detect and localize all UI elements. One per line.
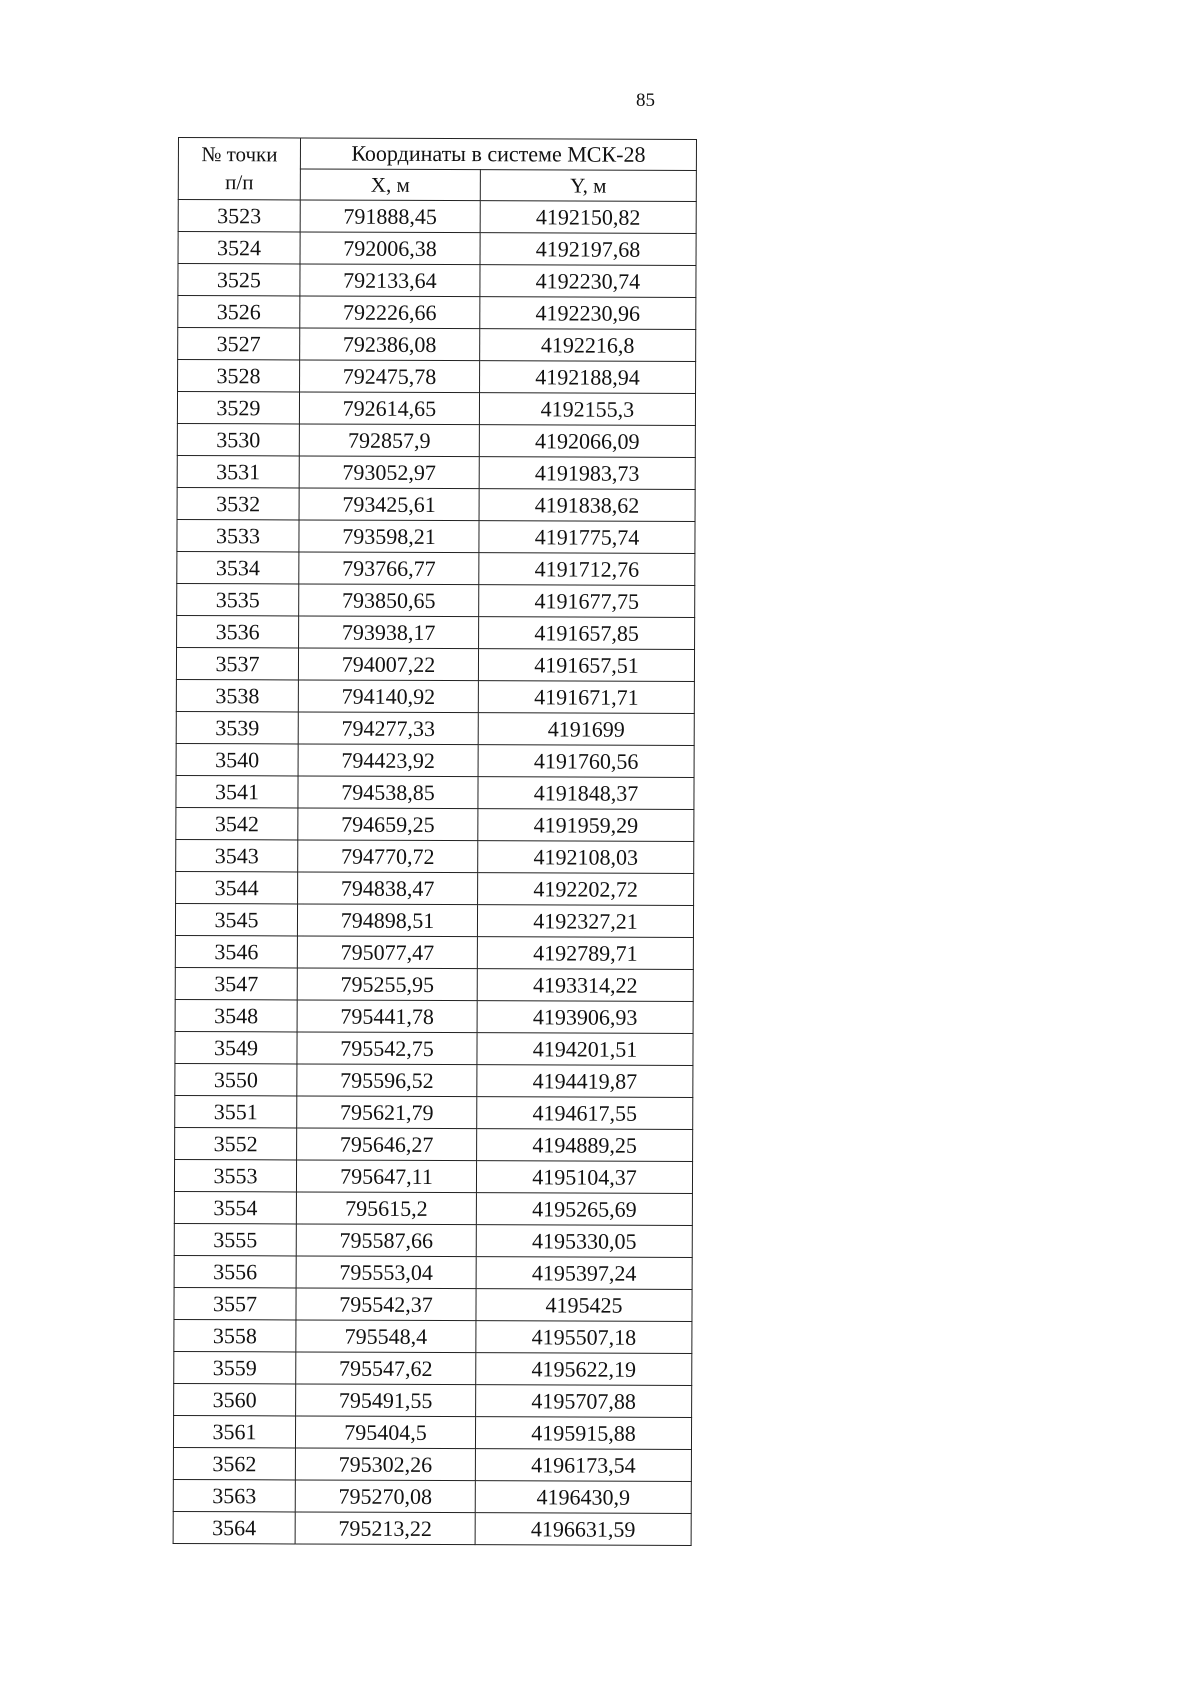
- point-number-cell: 3535: [177, 583, 299, 615]
- point-number-cell: 3537: [176, 647, 298, 679]
- y-coordinate-cell: 4191848,37: [478, 777, 694, 810]
- y-coordinate-cell: 4192066,09: [479, 425, 695, 458]
- table-row: [174, 1159, 692, 1193]
- y-coordinate-cell: 4191657,51: [478, 649, 694, 682]
- y-coordinate-cell: 4191959,29: [478, 809, 694, 842]
- point-number-cell: 3559: [174, 1351, 296, 1383]
- table-row: [178, 360, 696, 394]
- y-coordinate-cell: 4192150,82: [480, 201, 696, 234]
- y-coordinate-cell: 4195265,69: [476, 1193, 692, 1226]
- point-number-cell: 3532: [177, 487, 299, 519]
- y-coordinate-cell: 4193314,22: [477, 969, 693, 1002]
- table-row: [173, 1511, 691, 1545]
- point-number-cell: 3531: [177, 455, 299, 487]
- point-number-cell: 3547: [175, 967, 297, 999]
- table-row: [177, 519, 695, 553]
- table-row: [175, 935, 693, 969]
- table-row: [178, 232, 696, 266]
- y-coordinate-cell: 4196173,54: [475, 1449, 691, 1482]
- x-coordinate-cell: 794140,92: [298, 680, 478, 713]
- table-row: [176, 647, 694, 681]
- table-row: [173, 1447, 691, 1481]
- y-coordinate-cell: 4191699: [478, 713, 694, 746]
- x-coordinate-cell: 793425,61: [299, 488, 479, 521]
- y-coordinate-cell: 4191760,56: [478, 745, 694, 778]
- table-row: [175, 967, 693, 1001]
- y-coordinate-cell: 4195915,88: [475, 1417, 691, 1450]
- table-row: [175, 1127, 693, 1161]
- point-number-cell: 3555: [174, 1223, 296, 1255]
- x-coordinate-cell: 791888,45: [300, 200, 480, 233]
- point-number-cell: 3543: [176, 839, 298, 871]
- y-coordinate-cell: 4195330,05: [476, 1225, 692, 1258]
- point-number-cell: 3534: [177, 551, 299, 583]
- x-coordinate-cell: 793598,21: [299, 520, 479, 553]
- point-number-cell: 3533: [177, 519, 299, 551]
- point-number-header-line2: п/п: [225, 169, 254, 194]
- table-row: [176, 743, 694, 777]
- y-coordinate-cell: 4192155,3: [479, 393, 695, 426]
- y-coordinate-cell: 4194201,51: [477, 1033, 693, 1066]
- table-row: [174, 1223, 692, 1257]
- point-number-cell: 3544: [176, 871, 298, 903]
- x-coordinate-cell: 792386,08: [300, 328, 480, 361]
- table-row: [173, 1415, 691, 1449]
- y-coordinate-cell: 4192108,03: [478, 841, 694, 874]
- y-coordinate-cell: 4192230,96: [480, 297, 696, 330]
- table-row: [174, 1351, 692, 1385]
- table-row: [178, 200, 696, 234]
- point-number-cell: 3554: [174, 1191, 296, 1223]
- x-coordinate-cell: 795491,55: [296, 1384, 476, 1417]
- point-number-cell: 3545: [175, 903, 297, 935]
- x-coordinate-cell: 795615,2: [296, 1192, 476, 1225]
- y-column-header: Y, м: [480, 170, 696, 202]
- y-coordinate-cell: 4191775,74: [479, 521, 695, 554]
- y-coordinate-cell: 4195707,88: [476, 1385, 692, 1418]
- point-number-cell: 3552: [175, 1127, 297, 1159]
- point-number-cell: 3551: [175, 1095, 297, 1127]
- point-number-cell: 3557: [174, 1287, 296, 1319]
- point-number-cell: 3526: [178, 296, 300, 328]
- table-row: [177, 487, 695, 521]
- coordinates-table: [173, 137, 697, 1546]
- x-coordinate-cell: 792614,65: [299, 392, 479, 425]
- x-coordinate-cell: 794770,72: [298, 840, 478, 873]
- table-row: [174, 1383, 692, 1417]
- y-coordinate-cell: 4196631,59: [475, 1513, 691, 1546]
- y-coordinate-cell: 4195397,24: [476, 1257, 692, 1290]
- y-coordinate-cell: 4192789,71: [477, 937, 693, 970]
- y-coordinate-cell: 4192230,74: [480, 265, 696, 298]
- x-coordinate-cell: 794007,22: [298, 648, 478, 681]
- point-number-cell: 3548: [175, 999, 297, 1031]
- x-coordinate-cell: 795404,5: [295, 1416, 475, 1449]
- x-coordinate-cell: 792475,78: [300, 360, 480, 393]
- point-number-cell: 3527: [178, 328, 300, 360]
- point-number-cell: 3556: [174, 1255, 296, 1287]
- table-row: [174, 1191, 692, 1225]
- x-coordinate-cell: 795270,08: [295, 1480, 475, 1513]
- y-coordinate-cell: 4191712,76: [479, 553, 695, 586]
- x-coordinate-cell: 794277,33: [298, 712, 478, 745]
- x-coordinate-cell: 795077,47: [297, 936, 477, 969]
- y-coordinate-cell: 4194617,55: [477, 1097, 693, 1130]
- table-row: [174, 1255, 692, 1289]
- x-coordinate-cell: 795542,37: [296, 1288, 476, 1321]
- x-coordinate-cell: 795255,95: [297, 968, 477, 1001]
- y-coordinate-cell: 4195622,19: [476, 1353, 692, 1386]
- y-coordinate-cell: 4191671,71: [478, 681, 694, 714]
- table-row: [173, 1479, 691, 1513]
- table-row: [175, 1095, 693, 1129]
- table-row: [178, 328, 696, 362]
- y-coordinate-cell: 4191657,85: [479, 617, 695, 650]
- x-coordinate-cell: 795621,79: [297, 1096, 477, 1129]
- point-number-cell: 3538: [176, 679, 298, 711]
- y-coordinate-cell: 4195507,18: [476, 1321, 692, 1354]
- x-coordinate-cell: 793766,77: [299, 552, 479, 585]
- point-number-cell: 3560: [174, 1383, 296, 1415]
- x-coordinate-cell: 794538,85: [298, 776, 478, 809]
- table-row: [176, 679, 694, 713]
- y-coordinate-cell: 4192202,72: [478, 873, 694, 906]
- table-row: [178, 264, 696, 298]
- x-coordinate-cell: 792857,9: [299, 424, 479, 457]
- y-coordinate-cell: 4195104,37: [476, 1161, 692, 1194]
- point-number-cell: 3562: [173, 1447, 295, 1479]
- point-number-cell: 3558: [174, 1319, 296, 1351]
- x-coordinate-cell: 795441,78: [297, 1000, 477, 1033]
- x-coordinate-cell: 795542,75: [297, 1032, 477, 1065]
- point-number-header-line1: № точки: [201, 142, 278, 167]
- y-coordinate-cell: 4192327,21: [477, 905, 693, 938]
- x-coordinate-cell: 795548,4: [296, 1320, 476, 1353]
- x-coordinate-cell: 794659,25: [298, 808, 478, 841]
- point-number-header: [178, 138, 300, 200]
- table-row: [176, 775, 694, 809]
- table-row: [176, 839, 694, 873]
- y-coordinate-cell: 4193906,93: [477, 1001, 693, 1034]
- table-row: [174, 1319, 692, 1353]
- point-number-cell: 3540: [176, 743, 298, 775]
- y-coordinate-cell: 4192216,8: [480, 329, 696, 362]
- table-row: [177, 551, 695, 585]
- table-row: [177, 615, 695, 649]
- y-coordinate-cell: 4191838,62: [479, 489, 695, 522]
- x-coordinate-cell: 793938,17: [299, 616, 479, 649]
- x-coordinate-cell: 792133,64: [300, 264, 480, 297]
- y-coordinate-cell: 4191677,75: [479, 585, 695, 618]
- y-coordinate-cell: 4195425: [476, 1289, 692, 1322]
- point-number-cell: 3541: [176, 775, 298, 807]
- table-row: [174, 1287, 692, 1321]
- y-coordinate-cell: 4194419,87: [477, 1065, 693, 1098]
- y-coordinate-cell: 4196430,9: [475, 1481, 691, 1514]
- table-row: [176, 871, 694, 905]
- table-row: [175, 1063, 693, 1097]
- point-number-cell: 3539: [176, 711, 298, 743]
- x-coordinate-cell: 794423,92: [298, 744, 478, 777]
- x-coordinate-cell: 795596,52: [297, 1064, 477, 1097]
- table-row: [177, 583, 695, 617]
- point-number-cell: 3529: [177, 392, 299, 424]
- x-coordinate-cell: 795553,04: [296, 1256, 476, 1289]
- point-number-cell: 3549: [175, 1031, 297, 1063]
- x-coordinate-cell: 795213,22: [295, 1512, 475, 1545]
- x-coordinate-cell: 795547,62: [296, 1352, 476, 1385]
- x-coordinate-cell: 793850,65: [299, 584, 479, 617]
- table-row: [176, 807, 694, 841]
- x-coordinate-cell: 793052,97: [299, 456, 479, 489]
- x-coordinate-cell: 792226,66: [300, 296, 480, 329]
- table-row: [178, 296, 696, 330]
- point-number-cell: 3553: [174, 1159, 296, 1191]
- page-number: 85: [636, 90, 655, 111]
- point-number-cell: 3525: [178, 264, 300, 296]
- point-number-cell: 3542: [176, 807, 298, 839]
- table-row: [176, 711, 694, 745]
- y-coordinate-cell: 4191983,73: [479, 457, 695, 490]
- table-row: [175, 1031, 693, 1065]
- point-number-cell: 3564: [173, 1511, 295, 1543]
- x-column-header: X, м: [300, 169, 480, 201]
- table-row: [177, 392, 695, 426]
- point-number-cell: 3563: [173, 1479, 295, 1511]
- point-number-cell: 3524: [178, 232, 300, 264]
- x-coordinate-cell: 794838,47: [298, 872, 478, 905]
- point-number-cell: 3536: [177, 615, 299, 647]
- point-number-cell: 3523: [178, 200, 300, 232]
- table-row: [175, 903, 693, 937]
- table-body: [173, 200, 696, 1546]
- x-coordinate-cell: 795302,26: [295, 1448, 475, 1481]
- x-coordinate-cell: 792006,38: [300, 232, 480, 265]
- point-number-cell: 3530: [177, 423, 299, 455]
- point-number-cell: 3550: [175, 1063, 297, 1095]
- table-row: [177, 455, 695, 489]
- table-row: [175, 999, 693, 1033]
- y-coordinate-cell: 4194889,25: [477, 1129, 693, 1162]
- x-coordinate-cell: 795647,11: [296, 1160, 476, 1193]
- point-number-cell: 3561: [173, 1415, 295, 1447]
- y-coordinate-cell: 4192197,68: [480, 233, 696, 266]
- x-coordinate-cell: 795587,66: [296, 1224, 476, 1257]
- point-number-cell: 3528: [178, 360, 300, 392]
- x-coordinate-cell: 794898,51: [297, 904, 477, 937]
- point-number-cell: 3546: [175, 935, 297, 967]
- x-coordinate-cell: 795646,27: [297, 1128, 477, 1161]
- y-coordinate-cell: 4192188,94: [480, 361, 696, 394]
- table-row: [177, 423, 695, 457]
- coordinates-system-header: Координаты в системе МСК-28: [300, 138, 696, 171]
